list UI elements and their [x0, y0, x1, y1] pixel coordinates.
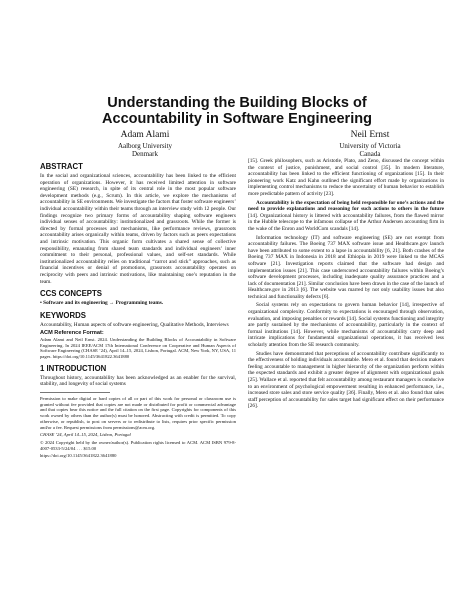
doi-link[interactable]: https://doi.org/10.1145/3641822.3641880: [40, 453, 117, 459]
author-affiliation: Aalborg University: [117, 142, 173, 150]
right-column: [248, 158, 444, 412]
author-block-2: [305, 130, 435, 158]
author-affiliation: University of Victoria: [339, 142, 401, 150]
body-paragraph: Studies have demonstrated that perceptions of accountability contribute significantly to the effectiveness of holding individuals accountable. Mero et al. found that decision makers feeling accountable to management in higher hierarchy of the organization perform within the expected standards and exhibit a greater degree of alignment with organizational goals [25]. Wallace et al. reported that felt accountability among restaurant managers is conducive to an environment of psychological empowerment resulting in enhanced performance, i.e., increased store sales and store service quality [36]. Finally, Mero et al. also found that sales staff perception of accountability for sales target had significant effect on their performance [26].: [248, 350, 444, 410]
body-paragraph: Social systems rely on expectations to govern human behavior [14], irrespective of organizational complexity. Conformity to expectations is encouraged through observation, evaluation, and imposing penalties or rewards [14]. Social systems functioning and integrity are partly sustained by the mechanisms of accountability, particularly in the context of formal institutions [14]. However, while mechanisms of accountability carry deep and intricate implications for fundamental organizational operations, it has received less scholarly attention from the SE research community.: [248, 302, 444, 349]
reference-format-heading: ACM Reference Format:: [40, 330, 104, 337]
title-line-2: Accountability in Software Engineering: [102, 111, 372, 127]
author-name: Adam Alami: [120, 130, 170, 140]
author-country: Canada: [359, 150, 381, 158]
copyright-notice: © 2024 Copyright held by the owner/author(s). Publication rights licensed to ACM. ACM ISBN 979-8-4007-0533-5/24/04 . . . $15.00: [40, 440, 236, 451]
body-paragraph: [15]. Greek philosophers, such as Aristotle, Plato, and Zeno, discussed the concept within the context of justice, punishment, and social control [35]. In modern literature, accountability has been linked to the efficient functioning of organizations [15]. In their pioneering work Katz and Kahn outlined the significant effort made by organizations in implementing control mechanisms to reduce the uncertainty of human behavior to establish more predictable pattern of activity [23].: [248, 158, 444, 197]
keywords-heading: KEYWORDS: [40, 310, 86, 320]
author-country: Denmark: [131, 150, 159, 158]
body-paragraph: [248, 200, 444, 233]
ccs-text: • Software and its engineering → Programming teams.: [40, 300, 164, 307]
body-paragraph: Information technology (IT) and software engineering (SE) are not exempt from accountability failures. The Boeing 737 MAX software issue and Healthcare.gov launch have been attributed to some extent to a lapse in accountability [6, 21]. Both crashes of the Boeing 737 MAX in Indonesia in 2018 and Ethiopia in 2019 were linked to the MCAS software [21]. Investigation reports claimed that the software had design and implementation issues [21]. This case underscored accountability failures within Boeing’s software development processes, including inadequate quality assurance practices and a lack of documentation [21]. Similar conclusion have been drawn in the case of the launch of Healthcare.gov in 2013 [6]. The website was marred by not only usability issues but also technical and functionality defects [6].: [248, 234, 444, 300]
permissions-notice: Permission to make digital or hard copies of all or part of this work for personal or classroom use is granted without fee provided that copies are not made or distributed for profit or commercial advantage and that copies bear this notice and the full citation on the first page. Copyrights for components of this work owned by others than the author(s) must be honored. Abstracting with credit is permitted. To copy otherwise, or republish, to post on servers or to redistribute to lists, requires prior specific permission and/or a fee. Request permissions from permissions@acm.org.: [40, 396, 236, 430]
reference-format-text: Adam Alami and Neil Ernst. 2024. Understanding the Building Blocks of Accountability in Software Engineering. In 2024 IEEE/ACM 17th International Conference on Cooperative and Human Aspects of Software Engineering (CHASE ’24), April 14–15, 2024, Lisbon, Portugal. ACM, New York, NY, USA, 11 pages. https://doi.org/10.1145/3641822.3641880: [40, 337, 236, 360]
title-line-1: Understanding the Building Blocks of: [107, 95, 367, 111]
left-column: [40, 158, 236, 461]
abstract-heading: ABSTRACT: [40, 162, 83, 171]
author-name: Neil Ernst: [350, 130, 390, 140]
ccs-heading: CCS CONCEPTS: [40, 289, 102, 299]
keywords-text: Accountability, Human aspects of software engineering, Qualitative Methods, Interviews: [40, 321, 229, 328]
conference-line: CHASE ’24, April 14–15, 2024, Lisbon, Portugal: [40, 432, 131, 438]
abstract-text: In the social and organizational sciences, accountability has been linked to the efficient operation of organizations. However, it has received limited attention in software engineering (SE) research, in spite of its central role in the most popular software development methods (e.g., Scrum). In this article, we explore the mechanisms of accountability in SE environments. We investigate the factors that foster software engineers’ individual accountability within their teams through an interview study with 12 people. Our findings recognize two primary forms of accountability shaping software engineers individual senses of accountability: institutionalized and grassroots. While the former is directed by formal processes and mechanisms, like performance reviews, grassroots accountability arises organically within teams, driven by factors such as peers expectations and intrinsic motivation. This organic form cultivates a shared sense of collective responsibility, emanating from shared team standards and individual engineers’ inner commitment to their personal, professional values, and self-set standards. While institutionalized accountability relies on traditional “carrot and stick” approaches, such as financial incentives or denial of promotions, grassroots accountability operates on reciprocity with peers and intrinsic motivations, like maintaining one’s reputation in the team.: [40, 173, 236, 285]
author-block-1: [80, 130, 210, 158]
paper-title: [40, 95, 434, 127]
introduction-text: Throughout history, accountability has been acknowledged as an enabler for the survival, stability, and longevity of social systems: [40, 374, 236, 388]
footnote-divider: [40, 392, 110, 393]
definition-text: Accountability is the expectation of being held responsible for one’s actions and the need to provide explanations and reasoning for such actions to others in the future: [248, 199, 444, 213]
introduction-heading: 1 INTRODUCTION: [40, 363, 107, 373]
definition-continuation: [14]. Organizational history is littered with accountability failures, from the flawed mirror in the Hubble telescope to the infamous collapse of the Arthur Andersen accounting firm in the wake of the Enron and WorldCom scandals [14].: [248, 212, 444, 232]
